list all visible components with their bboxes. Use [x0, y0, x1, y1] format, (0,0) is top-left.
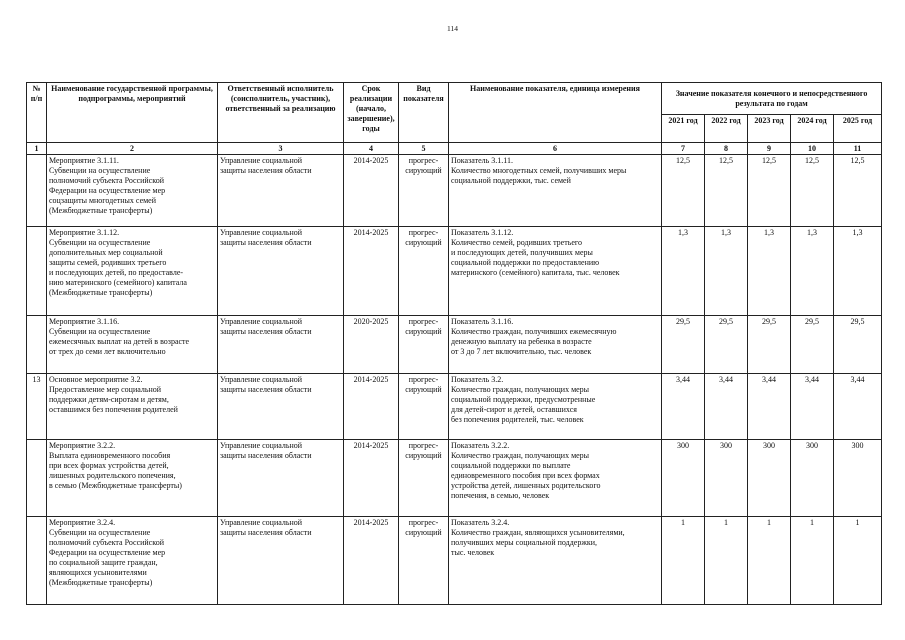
page-number: 114 — [447, 24, 458, 33]
header-num: № п/п — [27, 83, 47, 143]
value-2023: 3,44 — [748, 374, 791, 440]
executor: Управление социальной защиты населения области — [218, 517, 344, 605]
row-num: 13 — [27, 374, 47, 440]
column-number: 4 — [344, 143, 399, 155]
period: 2014-2025 — [344, 155, 399, 227]
period: 2014-2025 — [344, 374, 399, 440]
header-name: Наименование государственной программы, подпрограммы, мероприятий — [47, 83, 218, 143]
period: 2014-2025 — [344, 517, 399, 605]
column-number: 8 — [705, 143, 748, 155]
table-row — [27, 517, 882, 605]
value-2022: 3,44 — [705, 374, 748, 440]
header-year: 2025 год — [834, 115, 882, 143]
table-row — [27, 440, 882, 517]
header-period: Срок реализации (начало, завершение), годы — [344, 83, 399, 143]
header-type: Вид показателя — [399, 83, 449, 143]
value-2023: 1,3 — [748, 227, 791, 316]
header-indicator: Наименование показателя, единица измерения — [449, 83, 662, 143]
measure-name: Мероприятие 3.1.11. Субвенции на осуществление полномочий субъекта Российской Федерации на осуществление мер соцзащиты многодетных семей (Межбюджетные трансферты) — [47, 155, 218, 227]
column-number: 6 — [449, 143, 662, 155]
header-values-group: Значение показателя конечного и непосредственного результата по годам — [662, 83, 882, 115]
row-num — [27, 517, 47, 605]
indicator-type: прогрес- сирующий — [399, 374, 449, 440]
indicator-name: Показатель 3.1.12. Количество семей, родивших третьего и последующих детей, получивших меры социальной поддержки по предоставлению материнского (семейного) капитала, тыс. человек — [449, 227, 662, 316]
header-executor: Ответственный исполнитель (соисполнитель, участник), ответственный за реализацию — [218, 83, 344, 143]
measure-name: Мероприятие 3.1.16. Субвенции на осуществление ежемесячных выплат на детей в возрасте от трех до семи лет включительно — [47, 316, 218, 374]
value-2022: 1 — [705, 517, 748, 605]
indicator-type: прогрес- сирующий — [399, 517, 449, 605]
column-number: 9 — [748, 143, 791, 155]
measure-name: Мероприятие 3.2.4. Субвенции на осуществление полномочий субъекта Российской Федерации на осуществление мер по социальной защите граждан, являющихся усыновителями (Межбюджетные трансферты) — [47, 517, 218, 605]
row-num — [27, 227, 47, 316]
table-row — [27, 374, 882, 440]
table-row — [27, 316, 882, 374]
column-number: 3 — [218, 143, 344, 155]
executor: Управление социальной защиты населения области — [218, 227, 344, 316]
value-2021: 12,5 — [662, 155, 705, 227]
row-num — [27, 316, 47, 374]
value-2024: 1 — [791, 517, 834, 605]
value-2025: 3,44 — [834, 374, 882, 440]
column-number: 11 — [834, 143, 882, 155]
header-year: 2023 год — [748, 115, 791, 143]
value-2025: 1,3 — [834, 227, 882, 316]
value-2022: 300 — [705, 440, 748, 517]
value-2025: 1 — [834, 517, 882, 605]
measure-name: Мероприятие 3.2.2. Выплата единовременного пособия при всех формах устройства детей, лишенных родительского попечения, в семью (Межбюджетные трансферты) — [47, 440, 218, 517]
column-number: 5 — [399, 143, 449, 155]
value-2021: 300 — [662, 440, 705, 517]
table-row — [27, 227, 882, 316]
executor: Управление социальной защиты населения области — [218, 440, 344, 517]
column-number: 10 — [791, 143, 834, 155]
executor: Управление социальной защиты населения области — [218, 374, 344, 440]
executor: Управление социальной защиты населения области — [218, 155, 344, 227]
period: 2020-2025 — [344, 316, 399, 374]
value-2023: 300 — [748, 440, 791, 517]
value-2022: 29,5 — [705, 316, 748, 374]
header-year: 2021 год — [662, 115, 705, 143]
executor: Управление социальной защиты населения области — [218, 316, 344, 374]
indicator-name: Показатель 3.2. Количество граждан, получающих меры социальной поддержки, предусмотренные для детей-сирот и детей, оставшихся без попечения родителей, тыс. человек — [449, 374, 662, 440]
indicator-name: Показатель 3.2.2. Количество граждан, получающих меры социальной поддержки по выплате единовременного пособия при всех формах устройства детей, лишенных родительского попечения, в семью, человек — [449, 440, 662, 517]
measure-name: Мероприятие 3.1.12. Субвенции на осуществление дополнительных мер социальной защиты семей, родивших третьего и последующих детей, по предоставле- нию материнского (семейного) капитала (Межбюджетные трансферты) — [47, 227, 218, 316]
value-2025: 300 — [834, 440, 882, 517]
indicator-type: прогрес- сирующий — [399, 316, 449, 374]
value-2025: 12,5 — [834, 155, 882, 227]
column-number: 7 — [662, 143, 705, 155]
column-number: 1 — [27, 143, 47, 155]
value-2021: 1,3 — [662, 227, 705, 316]
indicator-type: прогрес- сирующий — [399, 155, 449, 227]
row-num — [27, 155, 47, 227]
value-2024: 3,44 — [791, 374, 834, 440]
value-2023: 1 — [748, 517, 791, 605]
program-indicators-table — [26, 82, 882, 605]
value-2021: 3,44 — [662, 374, 705, 440]
indicator-type: прогрес- сирующий — [399, 227, 449, 316]
value-2021: 1 — [662, 517, 705, 605]
table-row — [27, 155, 882, 227]
value-2021: 29,5 — [662, 316, 705, 374]
indicator-name: Показатель 3.1.11. Количество многодетных семей, получивших меры социальной поддержки, тыс. семей — [449, 155, 662, 227]
indicator-type: прогрес- сирующий — [399, 440, 449, 517]
measure-name: Основное мероприятие 3.2. Предоставление мер социальной поддержки детям-сиротам и детям, оставшимся без попечения родителей — [47, 374, 218, 440]
header-year: 2024 год — [791, 115, 834, 143]
column-number: 2 — [47, 143, 218, 155]
indicator-name: Показатель 3.1.16. Количество граждан, получивших ежемесячную денежную выплату на ребенка в возрасте от 3 до 7 лет включительно, тыс. человек — [449, 316, 662, 374]
indicator-name: Показатель 3.2.4. Количество граждан, являющихся усыновителями, получивших меры социальной поддержки, тыс. человек — [449, 517, 662, 605]
value-2023: 12,5 — [748, 155, 791, 227]
period: 2014-2025 — [344, 227, 399, 316]
value-2025: 29,5 — [834, 316, 882, 374]
row-num — [27, 440, 47, 517]
value-2024: 300 — [791, 440, 834, 517]
value-2024: 12,5 — [791, 155, 834, 227]
value-2024: 1,3 — [791, 227, 834, 316]
header-year: 2022 год — [705, 115, 748, 143]
period: 2014-2025 — [344, 440, 399, 517]
value-2022: 12,5 — [705, 155, 748, 227]
value-2022: 1,3 — [705, 227, 748, 316]
value-2024: 29,5 — [791, 316, 834, 374]
value-2023: 29,5 — [748, 316, 791, 374]
column-number-row — [27, 143, 882, 155]
